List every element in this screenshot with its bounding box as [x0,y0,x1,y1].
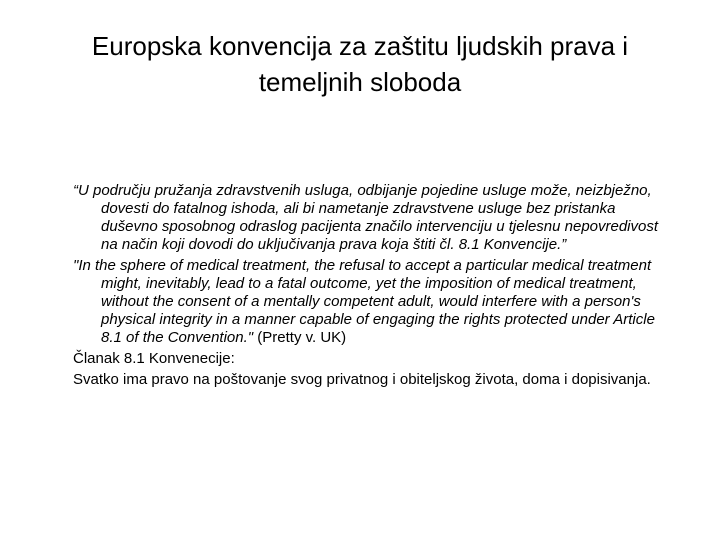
slide-body [73,182,673,392]
slide-title: Europska konvencija za zaštitu ljudskih prava i temeljnih sloboda [91,31,629,97]
quote-english-paragraph [73,257,673,347]
article-text: Svatko ima pravo na poštovanje svog privatnog i obiteljskog života, doma i dopisivanja. [73,371,651,388]
quote-croatian: “U području pružanja zdravstvenih usluga, odbijanje pojedine usluge može, neizbježno, dovesti do fatalnog ishoda, ali bi nametanje zdravstvene usluge bez pristanka duševno sposobnog odraslog pacijenta značilo intervenciju u tjelesnu nepovredivost na način koji dovodi do uključivanja prava koja štiti čl. 8.1 Konvencije.” [73,182,659,253]
case-reference: (Pretty v. UK) [253,329,347,346]
article-heading: Članak 8.1 Konvenecije: [73,350,235,367]
quote-english: "In the sphere of medical treatment, the refusal to accept a particular medical treatment might, inevitably, lead to a fatal outcome, yet the imposition of medical treatment, without the consent of a mentally competent adult, would interfere with a person's physical integrity in a manner capable of engaging the rights protected under Article 8.1 of the Convention." [73,257,655,346]
